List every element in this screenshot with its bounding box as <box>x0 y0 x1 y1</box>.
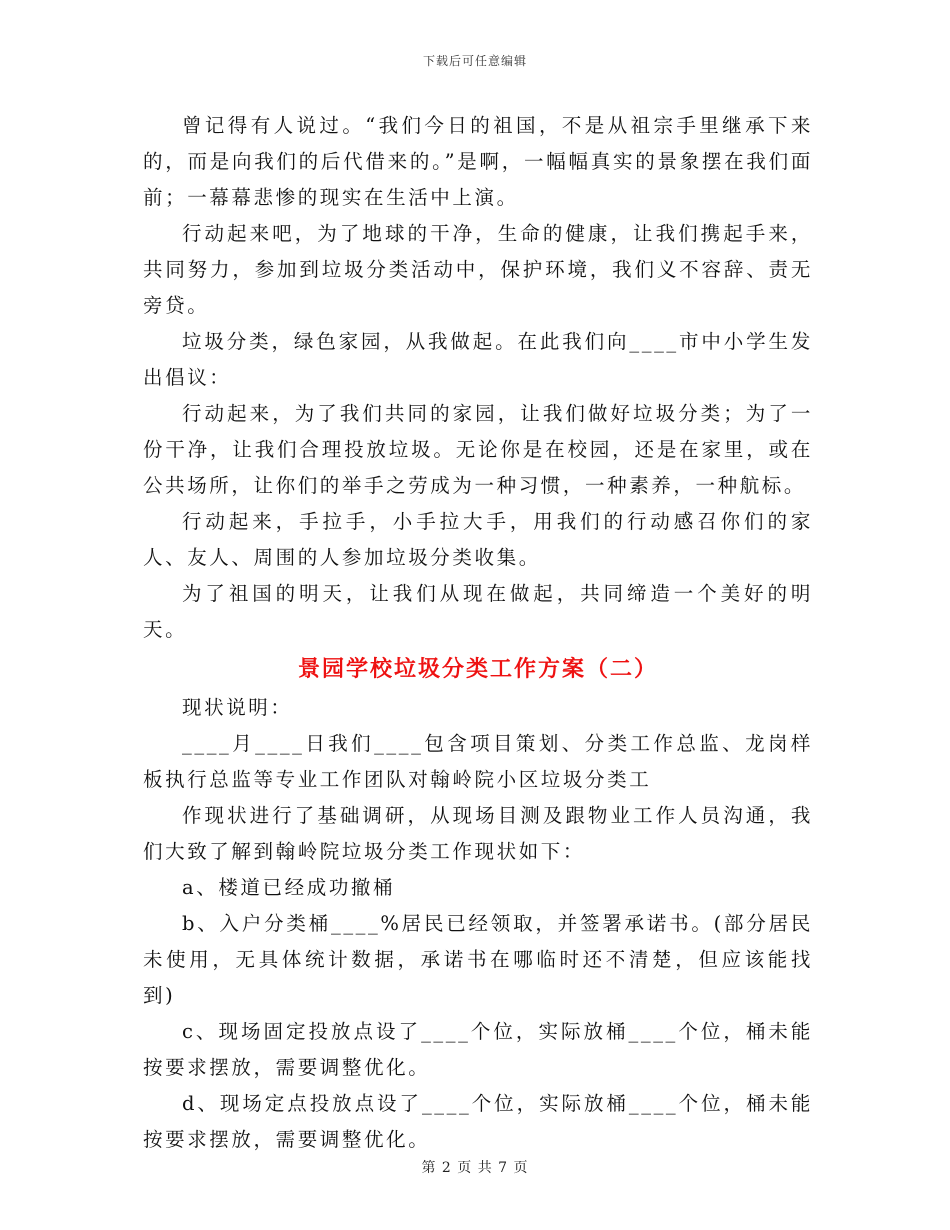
paragraph: 行动起来吧，为了地球的干净，生命的健康，让我们携起手来，共同努力，参加到垃圾分类活动中，保护环境，我们义不容辞、责无旁贷。 <box>143 222 813 317</box>
list-item: c、现场固定投放点设了____个位，实际放桶____个位，桶未能按要求摆放，需要调整优化。 <box>143 1020 813 1079</box>
paragraph: 曾记得有人说过。“我们今日的祖国，不是从祖宗手里继承下来的，而是向我们的后代借来的。”是啊，一幅幅真实的景象摆在我们面前；一幕幕悲惨的现实在生活中上演。 <box>143 114 813 209</box>
list-item: b、入户分类桶____%居民已经领取，并签署承诺书。(部分居民未使用，无具体统计数据，承诺书在哪临时还不清楚，但应该能找到) <box>143 912 813 1007</box>
document-body <box>143 108 813 1158</box>
paragraph: 作现状进行了基础调研，从现场目测及跟物业工作人员沟通，我们大致了解到翰岭院垃圾分类工作现状如下： <box>143 804 813 863</box>
list-item: d、现场定点投放点设了____个位，实际放桶____个位，桶未能按要求摆放，需要调整优化。 <box>143 1092 813 1151</box>
list-item: a、楼道已经成功撤桶 <box>182 876 396 899</box>
page-number: 第 2 页 共 7 页 <box>421 1160 529 1176</box>
paragraph: 垃圾分类，绿色家园，从我做起。在此我们向____市中小学生发出倡议： <box>143 330 813 389</box>
page-header-note: 下载后可任意编辑 <box>422 54 527 68</box>
paragraph: 行动起来，为了我们共同的家园，让我们做好垃圾分类；为了一份干净，让我们合理投放垃圾。无论你是在校园，还是在家里，或在公共场所，让你们的举手之劳成为一种习惯，一种素养，一种航标。 <box>143 402 813 497</box>
paragraph: 现状说明： <box>182 696 293 719</box>
section-title: 景园学校垃圾分类工作方案（二） <box>297 656 658 682</box>
paragraph: 行动起来，手拉手，小手拉大手，用我们的行动感召你们的家人、友人、周围的人参加垃圾分类收集。 <box>143 510 813 569</box>
paragraph: ____月____日我们____包含项目策划、分类工作总监、龙岗样板执行总监等专业工作团队对翰岭院小区垃圾分类工 <box>143 732 813 791</box>
paragraph: 为了祖国的明天，让我们从现在做起，共同缔造一个美好的明天。 <box>143 582 813 641</box>
